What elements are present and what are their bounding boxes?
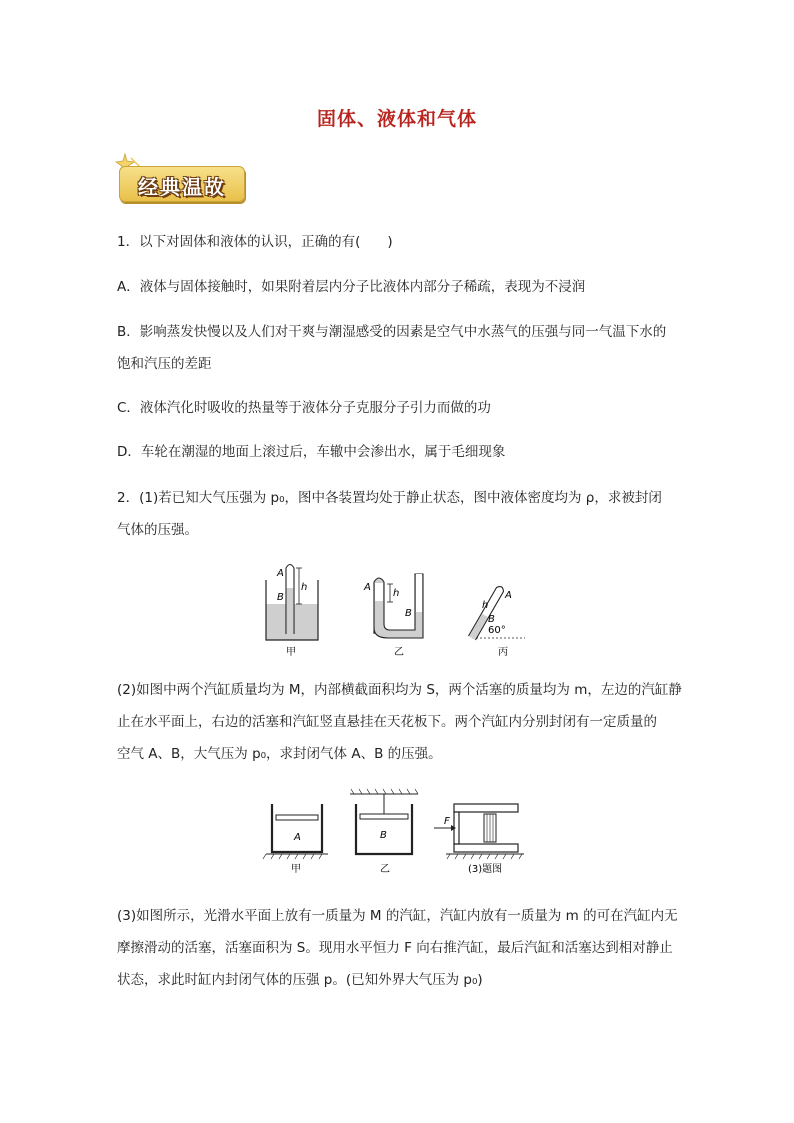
- label-h-bing: h: [482, 600, 489, 611]
- diagram-cylinder-yi: [350, 789, 418, 875]
- q1-option-a: A．液体与固体接触时，如果附着层内分子比液体内部分子稀疏，表现为不浸润: [117, 279, 586, 295]
- label-gas-a: A: [294, 832, 301, 843]
- figure-cylinders: [262, 788, 530, 878]
- q1-option-b-line2: 饱和汽压的差距: [117, 356, 212, 372]
- figure-liquid-columns: [260, 558, 530, 660]
- caption-cyl-yi: 乙: [380, 864, 390, 875]
- diagram-yi: [363, 574, 423, 658]
- q1-stem: 1．以下对固体和液体的认识，正确的有( ): [117, 234, 393, 250]
- label-h-jia: h: [301, 582, 308, 593]
- q1-option-b-line1: B．影响蒸发快慢以及人们对干爽与潮湿感受的因素是空气中水蒸气的压强与同一气温下水的: [117, 324, 667, 340]
- q2-part2-line2: 止在水平面上，右边的活塞和汽缸竖直悬挂在天花板下。两个汽缸内分别封闭有一定质量的: [117, 714, 657, 730]
- diagram-cylinder-jia: [263, 804, 328, 875]
- label-gas-b: B: [380, 830, 387, 841]
- diagram-bing: [469, 585, 525, 658]
- label-a-yi: A: [364, 582, 371, 593]
- q2-part3-line3: 状态，求此时缸内封闭气体的压强 p。(已知外界大气压为 p₀): [117, 972, 483, 988]
- q2-part2-line3: 空气 A、B，大气压为 p₀，求封闭气体 A、B 的压强。: [117, 746, 442, 762]
- label-angle: 60°: [488, 625, 506, 636]
- caption-cyl-jia: 甲: [291, 864, 301, 875]
- page-title: 固体、液体和气体: [316, 108, 477, 130]
- label-a-jia: A: [277, 568, 284, 579]
- caption-bing: 丙: [498, 647, 508, 658]
- label-force-f: F: [444, 816, 450, 827]
- diagram-horizontal-cylinder: [434, 804, 524, 875]
- q2-part3-line1: (3)如图所示，光滑水平面上放有一质量为 M 的汽缸，汽缸内放有一质量为 m 的可在汽缸内无: [117, 908, 678, 924]
- label-b-jia: B: [277, 592, 284, 603]
- section-banner: [113, 152, 249, 204]
- q1-option-d: D．车轮在潮湿的地面上滚过后，车辙中会渗出水，属于毛细现象: [117, 444, 506, 460]
- label-h-yi: h: [393, 588, 400, 599]
- q2-part2-line1: (2)如图中两个汽缸质量均为 M，内部横截面积均为 S，两个活塞的质量均为 m，左边的汽缸静: [117, 682, 682, 698]
- banner-label: 经典温故: [138, 175, 226, 199]
- q2-part1-line2: 气体的压强。: [117, 522, 198, 538]
- q2-part1-line1: 2．(1)若已知大气压强为 p₀，图中各装置均处于静止状态，图中液体密度均为 ρ，求被封闭: [117, 490, 662, 506]
- caption-jia: 甲: [286, 647, 296, 658]
- diagram-jia: [266, 565, 318, 659]
- caption-yi: 乙: [394, 647, 404, 658]
- q2-part3-line2: 摩擦滑动的活塞，活塞面积为 S。现用水平恒力 F 向右推汽缸，最后汽缸和活塞达到相对静止: [117, 940, 673, 956]
- q1-option-c: C．液体汽化时吸收的热量等于液体分子克服分子引力而做的功: [117, 400, 491, 416]
- label-a-bing: A: [505, 590, 512, 601]
- label-b-yi: B: [405, 608, 412, 619]
- label-b-bing: B: [488, 614, 495, 625]
- caption-cyl-3: (3)题图: [468, 864, 503, 875]
